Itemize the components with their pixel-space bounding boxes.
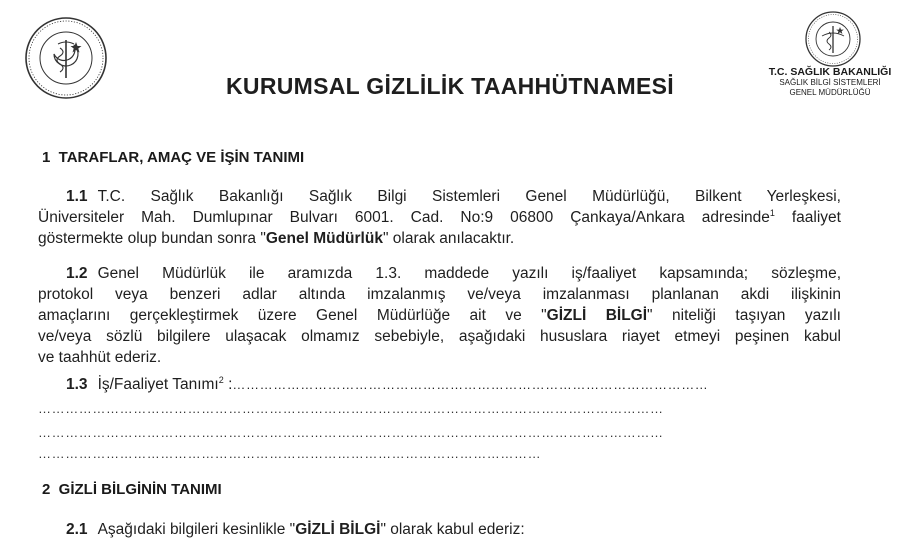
section-2-heading: 2 GİZLİ BİLGİNİN TANIMI [42,481,222,498]
fill-in-line: ………………………………………………………………………………………………… [38,446,542,461]
organization-name: T.C. SAĞLIK BAKANLIĞI [768,66,892,78]
clause-number: 1.3 [66,376,88,393]
organization-block [756,66,904,98]
paragraph-1-1: 1.1 T.C. Sağlık Bakanlığı Sağlık Bilgi Sistemleri Genel Müdürlüğü, Bilkent Yerleşkesi, Üniversiteler Mah. Dumlupınar Bulvarı 6001. Cad. No:9 06800 Çankaya/Ankara adresinde$^1$ faaliyet göstermekte olup bundan sonra "Genel Müdürlük" olarak anılacaktır. [38,188,841,247]
clause-number: 1.2 [66,265,88,282]
fill-in-dots: …………………………………………………………………………………………… [232,377,709,392]
section-1-heading: 1 TARAFLAR, AMAÇ VE İŞİN TANIMI [42,149,305,166]
defined-term: GİZLİ BİLGİ [546,307,648,324]
paragraph-2-1: 2.1 Aşağıdaki bilgileri kesinlikle "GİZLİ BİLGİ" olarak kabul ederiz: [66,521,525,538]
ministry-of-health-seal-icon [24,16,108,100]
field-label: İş/Faaliyet Tanımı [97,376,219,393]
paragraph-1-3: 1.3 İş/Faaliyet Tanımı$^2$ :…………………………………………………………………………………………… [66,374,709,393]
organization-directorate: GENEL MÜDÜRLÜĞÜ [789,88,871,97]
fill-in-line: ………………………………………………………………………………………………………………………… [38,401,664,416]
document-title: KURUMSAL GİZLİLİK TAAHHÜTNAMESİ [226,73,674,99]
clause-number: 1.1 [66,188,88,205]
defined-term: Genel Müdürlük [265,230,383,247]
ministry-of-health-logo-icon [804,10,862,68]
defined-term: GİZLİ BİLGİ [295,521,381,538]
clause-number: 2.1 [66,521,88,538]
paragraph-1-2: 1.2 Genel Müdürlük ile aramızda 1.3. maddede yazılı iş/faaliyet kapsamında; sözleşme, protokol veya benzeri adlar altında imzalanmış ve/veya imzalanması planlanan akdi ilişkinin amaçlarını gerçekleştirmek üzere Genel Müdürlüğe ait ve "GİZLİ BİLGİ" niteliği taşıyan yazılı ve/veya sözlü bilgilere ulaşacak olmamız sebebiyle, aşağıdaki hususlara riayet etmeyi peşinen kabul ve taahhüt ederiz. [38,265,841,366]
organization-unit: SAĞLIK BİLGİ SİSTEMLERİ [779,78,881,87]
fill-in-line: ………………………………………………………………………………………………………………………… [38,425,664,440]
